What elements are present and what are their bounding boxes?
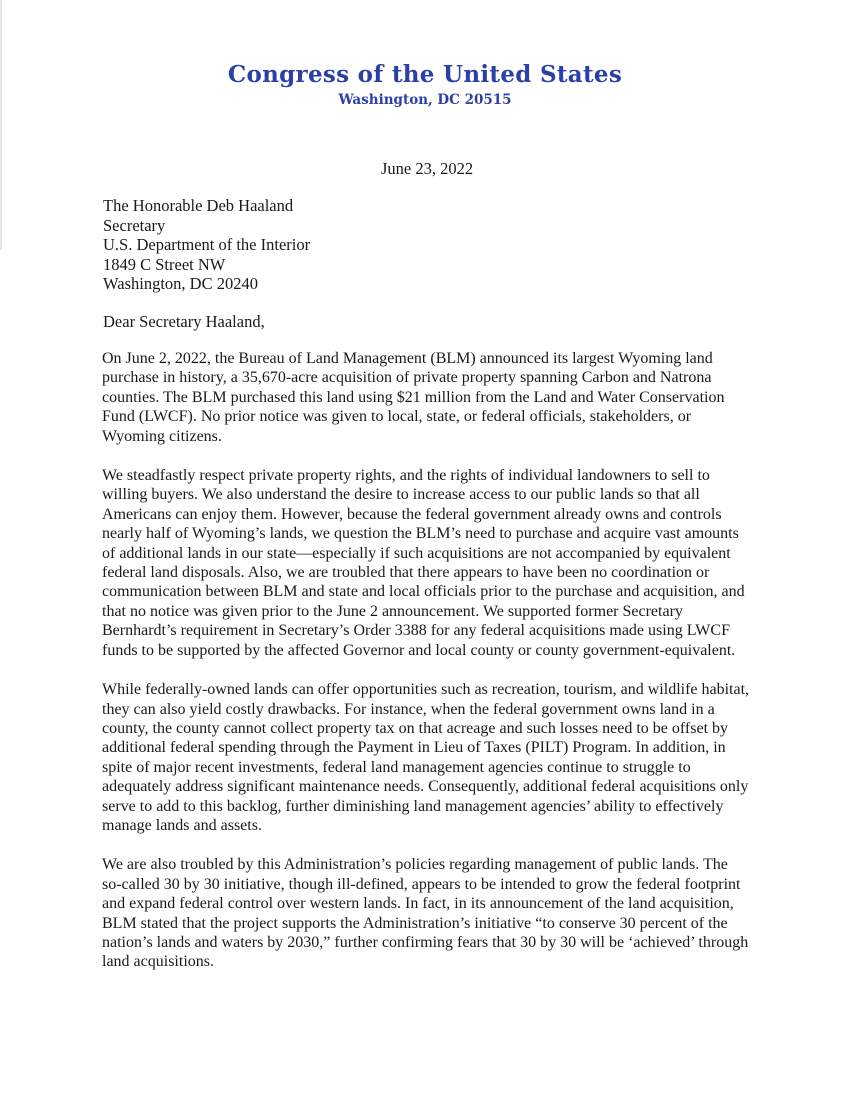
body-paragraph: On June 2, 2022, the Bureau of Land Management (BLM) announced its largest Wyoming land purchase in history, a 35,670-acre acquisition of private property spanning Carbon and Natrona counties. The BLM purchased this land using $21 million from the Land and Water Conservation Fund (LWCF). No prior notice was given to local, state, or federal officials, stakeholders, or Wyoming citizens. xyxy=(102,350,725,445)
recipient-line: Washington, DC 20240 xyxy=(103,274,258,293)
recipient-address xyxy=(103,196,310,294)
recipient-line: The Honorable Deb Haaland xyxy=(103,196,294,215)
body-paragraph: While federally-owned lands can offer opportunities such as recreation, tourism, and wildlife habitat, they can also yield costly drawbacks. For instance, when the federal government owns land in a county, the county cannot collect property tax on that acreage and such losses need to be offset by additional federal spending through the Payment in Lieu of Taxes (PILT) Program. In addition, in spite of major recent investments, federal land management agencies continue to struggle to adequately address significant maintenance needs. Consequently, additional federal acquisitions only serve to add to this backlog, further diminishing land management agencies’ ability to effectively manage lands and assets. xyxy=(102,681,750,834)
recipient-line: 1849 C Street NW xyxy=(103,254,226,274)
scan-edge-shadow xyxy=(0,0,2,250)
recipient-line: U.S. Department of the Interior xyxy=(103,235,311,254)
letter-body xyxy=(102,349,750,992)
salutation: Dear Secretary Haaland, xyxy=(103,312,265,331)
body-paragraph: We are also troubled by this Administration’s policies regarding management of public lands. The so-called 30 by 30 initiative, though ill-defined, appears to be intended to grow the federal footprint and expand federal control over western lands. In fact, in its announcement of the land acquisition, BLM stated that the project supports the Administration’s initiative “to conserve 30 percent of the nation’s lands and waters by 2030,” further confirming fears that 30 by 30 will be ‘achieved’ through land acquisitions. xyxy=(102,856,749,971)
letterhead-subtitle: Washington, DC 20515 xyxy=(338,92,512,108)
letterhead xyxy=(0,60,850,110)
letter-date: June 23, 2022 xyxy=(381,159,474,178)
recipient-line: Secretary xyxy=(103,215,166,235)
body-paragraph: We steadfastly respect private property rights, and the rights of individual landowners to sell to willing buyers. We also understand the desire to increase access to our public lands so that all Americans can enjoy them. However, because the federal government already owns and controls nearly half of Wyoming’s lands, we question the BLM’s need to purchase and acquire vast amounts of additional lands in our state—especially if such acquisitions are not accompanied by equivalent federal land disposals. Also, we are troubled that there appears to have been no coordination or communication between BLM and state and local officials prior to the purchase and acquisition, and that no notice was given prior to the June 2 announcement. We supported former Secretary Bernhardt’s requirement in Secretary’s Order 3388 for any federal acquisitions made using LWCF funds to be supported by the affected Governor and local county or county government-equivalent. xyxy=(102,467,745,659)
letterhead-title: Congress of the United States xyxy=(227,61,623,88)
